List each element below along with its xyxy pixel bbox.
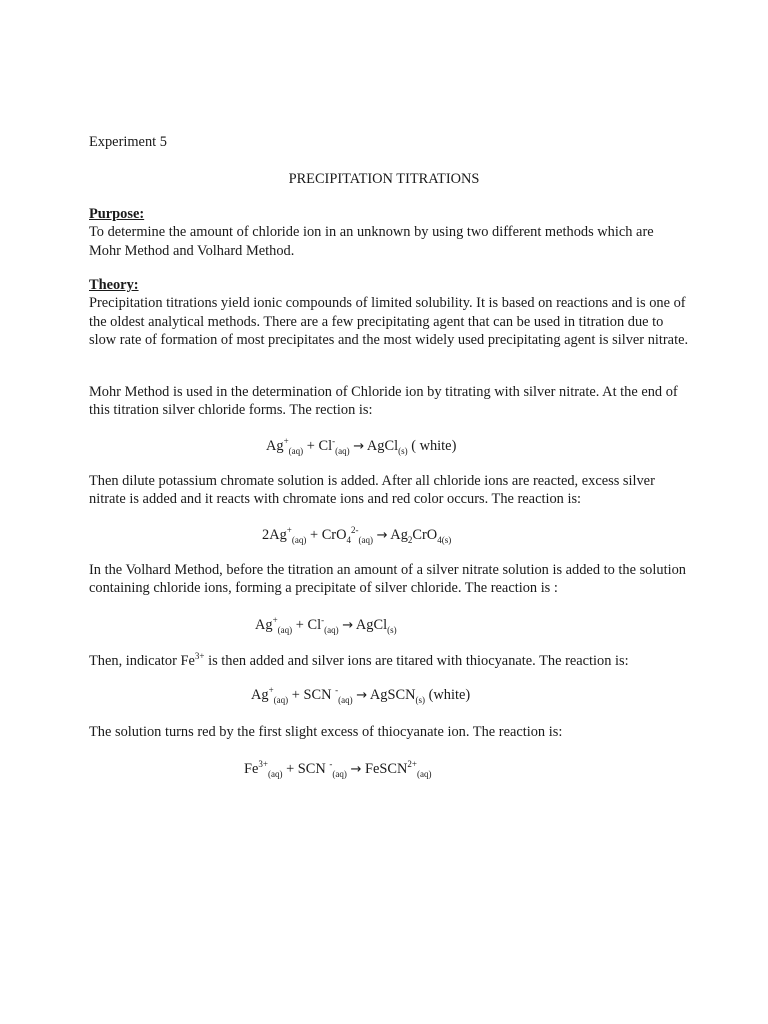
eq4-plus: + <box>288 687 304 703</box>
reaction-arrow-icon: → <box>356 688 368 703</box>
eq4-note: (white) <box>424 687 471 703</box>
eq1-state-2: (aq) <box>335 446 350 456</box>
theory-paragraph-5 <box>89 652 689 670</box>
eq4-reactant-2: SCN <box>303 687 336 703</box>
equation-2 <box>262 526 451 545</box>
eq2-state: (aq) <box>291 535 307 545</box>
eq4-product: AgSCN <box>367 687 416 703</box>
eq2-product-subscript: 2 <box>407 535 413 545</box>
eq4-state: (aq) <box>273 695 289 705</box>
eq1-product-state: (s) <box>398 446 408 456</box>
theory-section <box>89 276 689 350</box>
eq2-product-state: 4(s) <box>437 535 452 545</box>
eq3-charge-2: - <box>321 615 325 625</box>
equation-3 <box>255 616 397 635</box>
eq5-reactant-2: SCN <box>297 761 330 777</box>
eq5-plus: + <box>282 761 298 777</box>
eq1-state: (aq) <box>288 446 304 456</box>
eq4-product-state: (s) <box>415 695 425 705</box>
eq2-subscript: 4 <box>346 535 351 545</box>
eq3-product: AgCl <box>353 617 388 633</box>
purpose-heading: Purpose: <box>89 206 145 222</box>
reaction-arrow-icon: → <box>342 618 354 633</box>
eq5-reactant: Fe <box>244 761 259 777</box>
p5-charge: 3+ <box>194 651 205 661</box>
eq4-charge: + <box>268 685 274 695</box>
eq4-reactant: Ag <box>251 687 269 703</box>
eq2-product-2: CrO <box>412 527 438 543</box>
eq1-reactant-2: Cl <box>318 438 333 454</box>
p5-text-start: Then, indicator Fe <box>89 653 195 669</box>
eq1-reactant: Ag <box>266 438 284 454</box>
reaction-arrow-icon: → <box>353 439 365 454</box>
reaction-arrow-icon: → <box>350 762 362 777</box>
equation-5 <box>244 760 431 779</box>
equation-4 <box>251 686 470 705</box>
purpose-section <box>89 205 689 260</box>
eq1-charge-2: - <box>332 436 336 446</box>
eq1-note: ( white) <box>407 438 457 454</box>
eq5-product-charge: 2+ <box>407 759 417 769</box>
theory-paragraph-2: Mohr Method is used in the determination of Chloride ion by titrating with silver nitrate. At the end of this titration silver chloride forms. The rection is: <box>89 384 678 419</box>
theory-paragraph-4: In the Volhard Method, before the titration an amount of a silver nitrate solution is added to the solution containing chloride ions, forming a precipitate of silver chloride. The reaction is : <box>89 562 686 597</box>
equation-1 <box>266 437 456 456</box>
theory-paragraph-6: The solution turns red by the first slight excess of thiocyanate ion. The reaction is: <box>89 724 563 740</box>
eq1-plus: + <box>303 438 319 454</box>
eq2-reactant: 2Ag <box>262 527 287 543</box>
theory-heading: Theory: <box>89 277 139 293</box>
eq3-plus: + <box>292 617 308 633</box>
eq5-charge: 3+ <box>258 759 268 769</box>
reaction-arrow-icon: → <box>376 528 388 543</box>
eq2-product: Ag <box>387 527 408 543</box>
eq2-charge: + <box>286 525 292 535</box>
theory-paragraph-3: Then dilute potassium chromate solution is added. After all chloride ions are reacted, excess silver nitrate is added and it reacts with chromate ions and red color occurs. The reaction is: <box>89 473 655 508</box>
eq1-charge: + <box>283 436 289 446</box>
eq4-charge-2: - <box>335 685 339 695</box>
document-title: PRECIPITATION TITRATIONS <box>288 171 480 187</box>
eq3-product-state: (s) <box>387 625 397 635</box>
eq5-product-state: (aq) <box>416 769 432 779</box>
eq3-reactant-2: Cl <box>307 617 322 633</box>
eq4-state-2: (aq) <box>338 695 353 705</box>
p5-text-end: is then added and silver ions are titared with thiocyanate. The reaction is: <box>204 653 629 669</box>
eq5-charge-2: - <box>329 759 333 769</box>
eq5-state: (aq) <box>267 769 283 779</box>
eq3-reactant: Ag <box>255 617 273 633</box>
eq2-charge-2: 2- <box>350 525 359 535</box>
eq3-state: (aq) <box>277 625 293 635</box>
eq1-product: AgCl <box>364 438 399 454</box>
eq3-state-2: (aq) <box>324 625 339 635</box>
eq2-plus: + <box>306 527 322 543</box>
eq3-charge: + <box>272 615 278 625</box>
eq5-product: FeSCN <box>361 761 408 777</box>
experiment-label: Experiment 5 <box>89 134 167 150</box>
eq2-state-2: (aq) <box>358 535 373 545</box>
theory-paragraph-1: Precipitation titrations yield ionic compounds of limited solubility. It is based on reactions and is one of the oldest analytical methods. There are a few precipitating agent that can be used in titration due to slow rate of formation of most precipitates and the most widely used precipitating agent is silver nitrate. <box>89 295 689 349</box>
eq5-state-2: (aq) <box>332 769 347 779</box>
eq2-reactant-2: CrO <box>321 527 347 543</box>
purpose-text: To determine the amount of chloride ion in an unknown by using two different methods which are Mohr Method and Volhard Method. <box>89 224 654 259</box>
